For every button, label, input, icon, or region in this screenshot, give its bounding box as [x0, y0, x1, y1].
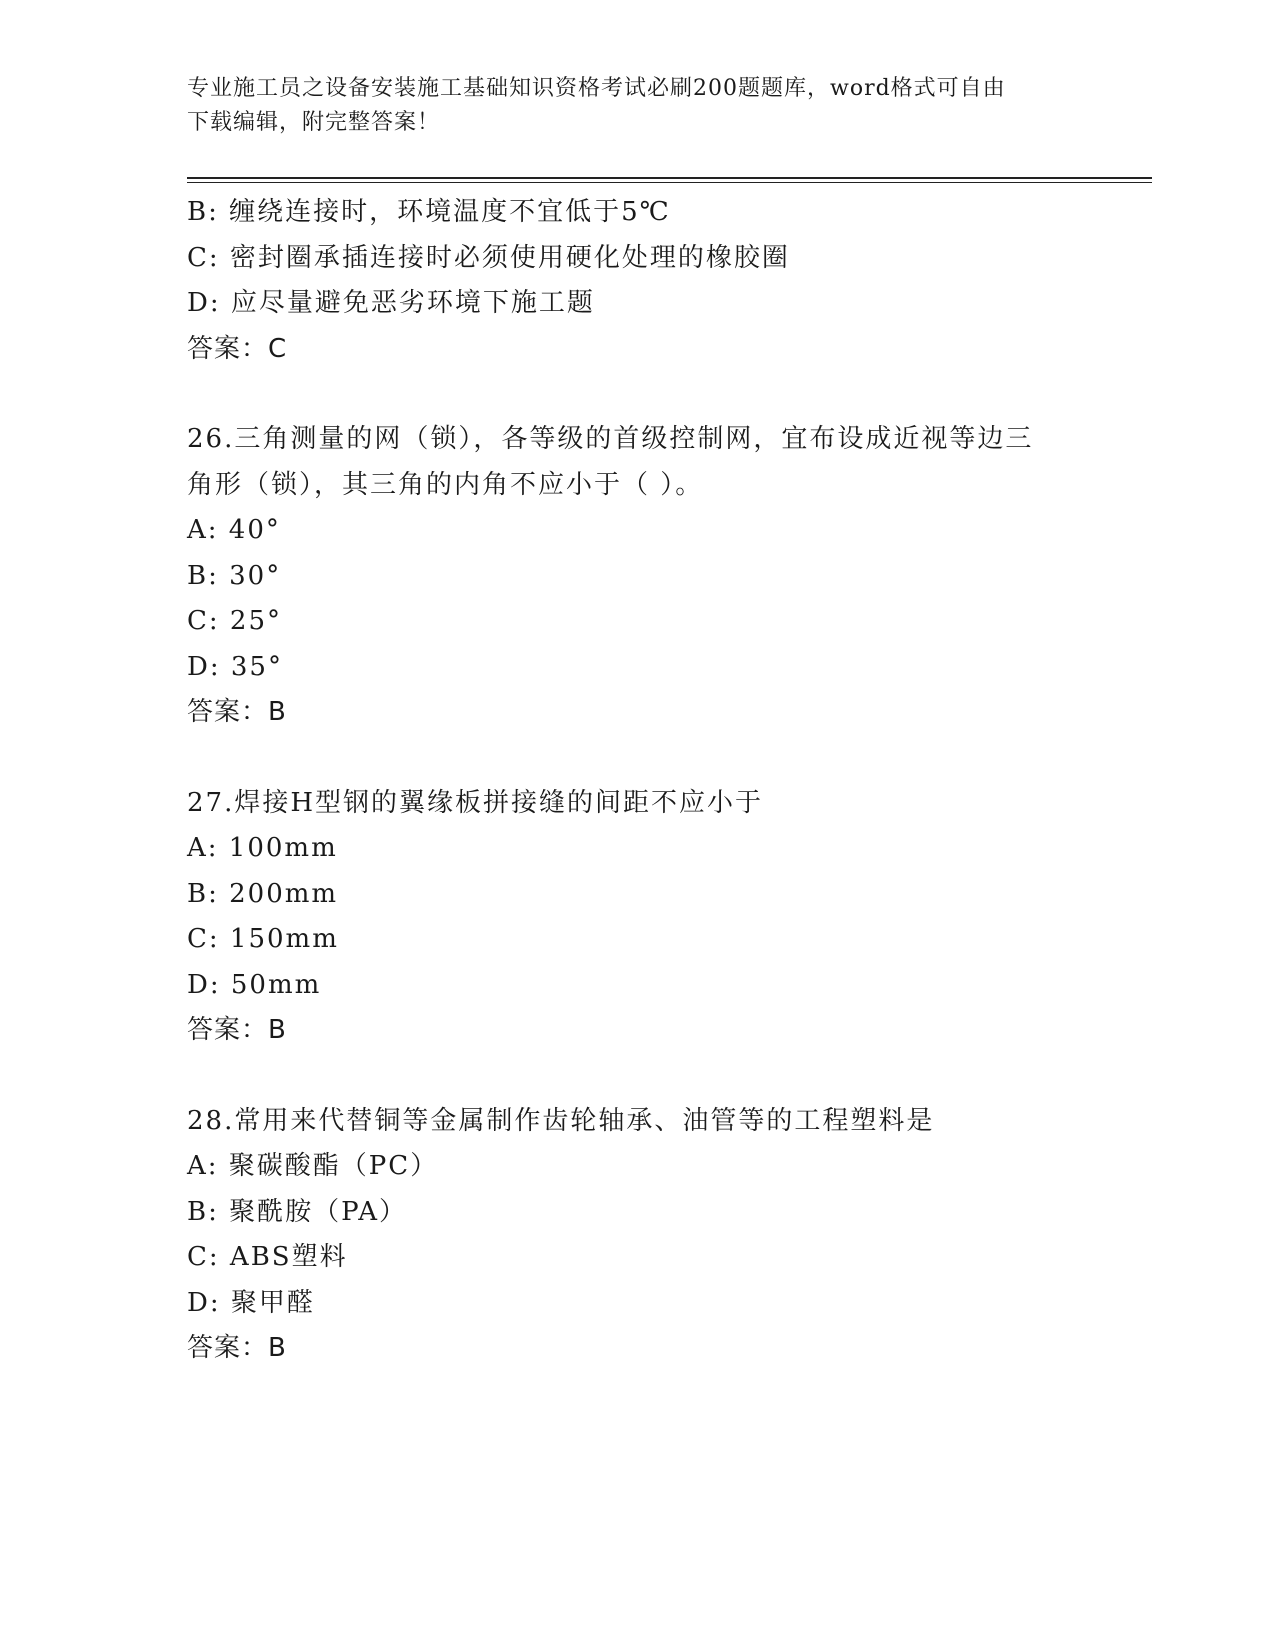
answer-label: 答案：B — [187, 1333, 287, 1363]
document-header — [187, 72, 1067, 140]
option-a: A: 100mm — [187, 833, 338, 863]
header-divider-thick — [187, 177, 1152, 179]
option-d: D: 35° — [187, 651, 283, 682]
question-stem: 26.三角测量的网（锁），各等级的首级控制网，宜布设成近视等边三 — [187, 424, 1034, 454]
question-stem: 27.焊接H型钢的翼缘板拼接缝的间距不应小于 — [187, 787, 764, 818]
answer-label: 答案：C — [187, 333, 288, 364]
header-line-2: 下载编辑，附完整答案！ — [187, 110, 441, 135]
option-c: C: 密封圈承插连接时必须使用硬化处理的橡胶圈 — [187, 242, 790, 273]
question-content — [187, 190, 1087, 1372]
header-divider-thin — [187, 182, 1152, 183]
question-26-block — [187, 417, 1087, 736]
option-a: A: 聚碳酸酯（PC） — [187, 1151, 439, 1181]
answer-label: 答案：B — [187, 697, 287, 727]
spacer — [187, 372, 1087, 417]
option-b: B: 缠绕连接时，环境温度不宜低于5℃ — [187, 197, 671, 227]
option-d: D: 聚甲醛 — [187, 1287, 315, 1318]
option-c: C: ABS塑料 — [187, 1242, 348, 1272]
header-line-1: 专业施工员之设备安装施工基础知识资格考试必刷200题题库，word格式可自由 — [187, 76, 1006, 101]
option-b: B: 聚酰胺（PA） — [187, 1196, 408, 1227]
option-c: C: 25° — [187, 606, 283, 636]
question-stem-continued: 角形（锁），其三角的内角不应小于（ ）。 — [187, 469, 704, 500]
answer-label: 答案：B — [187, 1015, 287, 1045]
option-a: A: 40° — [187, 515, 281, 545]
option-d: D: 50mm — [187, 969, 322, 1000]
spacer — [187, 736, 1087, 781]
question-28-block — [187, 1099, 1087, 1372]
option-c: C: 150mm — [187, 924, 339, 954]
option-b: B: 200mm — [187, 878, 339, 909]
option-b: B: 30° — [187, 560, 282, 591]
prev-question-block — [187, 190, 1087, 372]
question-stem: 28.常用来代替铜等金属制作齿轮轴承、油管等的工程塑料是 — [187, 1105, 935, 1136]
option-d: D: 应尽量避免恶劣环境下施工题 — [187, 288, 595, 318]
question-27-block — [187, 781, 1087, 1054]
spacer — [187, 1054, 1087, 1099]
